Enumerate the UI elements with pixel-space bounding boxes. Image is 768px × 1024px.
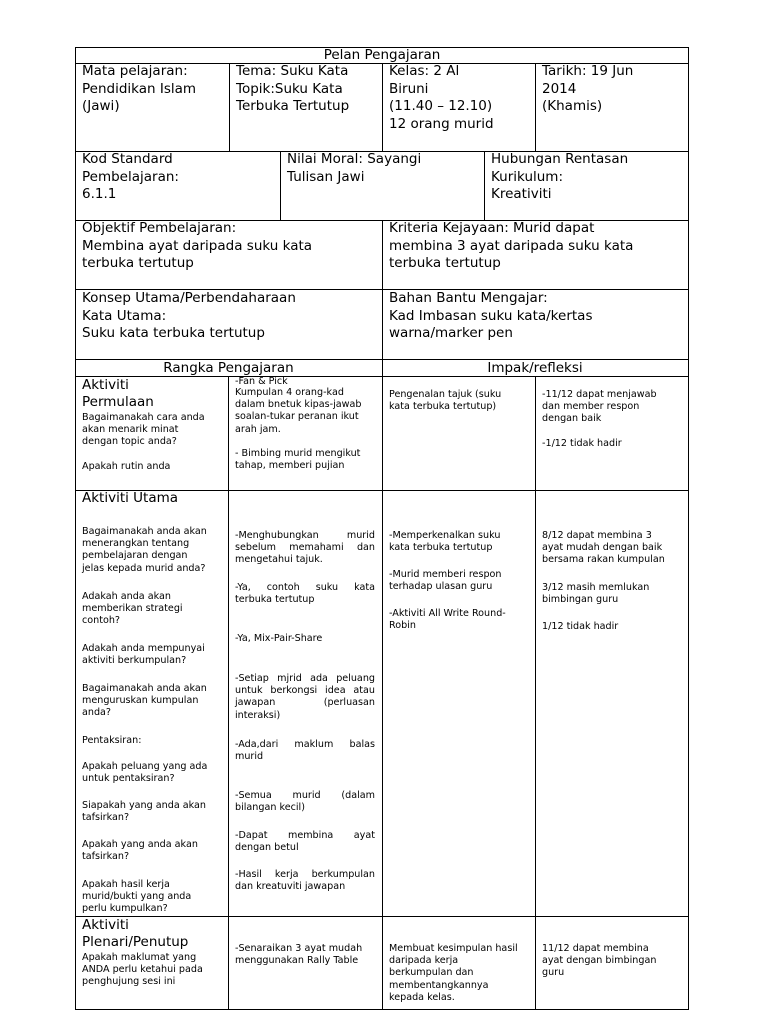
theme-cell: Tema: Suku Kata Topik:Suku Kata Terbuka Tertutup xyxy=(236,63,350,114)
impact-header: Impak/refleksi xyxy=(487,360,583,376)
utama-question-6: Apakah peluang yang ada untuk pentaksiran? xyxy=(82,761,208,785)
utama-impact-1: -Memperkenalkan suku kata terbuka tertutup xyxy=(389,530,501,554)
table-left-border xyxy=(75,47,76,1010)
utama-activity-5: -Ada,dari maklum balas murid xyxy=(235,739,375,763)
plenari-questions: Apakah maklumat yang ANDA perlu ketahui pada penghujung sesi ini xyxy=(82,952,203,988)
utama-reflection-1: 8/12 dapat membina 3 ayat mudah dengan baik bersama rakan kumpulan xyxy=(542,530,665,566)
row2-col-divider-2 xyxy=(484,151,485,221)
date-cell: Tarikh: 19 Jun 2014 (Khamis) xyxy=(542,63,634,114)
utama-activity-1: -Menghubungkan murid sebelum memahami dan mengetahui tajuk. xyxy=(235,530,375,566)
permulaan-questions: Bagaimanakah cara anda akan menarik minat dengan topic anda? Apakah rutin anda xyxy=(82,412,205,472)
cross-curricular-cell: Hubungan Rentasan Kurikulum: Kreativiti xyxy=(491,151,629,202)
moral-value-cell: Nilai Moral: Sayangi Tulisan Jawi xyxy=(287,151,422,185)
utama-activity-2: -Ya, contoh suku kata terbuka tertutup xyxy=(235,582,375,606)
permulaan-reflection: -11/12 dapat menjawab dan member respon dengan baik -1/12 tidak hadir xyxy=(542,389,657,449)
utama-question-7: Siapakah yang anda akan tafsirkan? xyxy=(82,800,206,824)
class-cell: Kelas: 2 Al Biruni (11.40 – 12.10) 12 orang murid xyxy=(389,63,494,132)
row1-col-divider-1 xyxy=(229,63,230,152)
utama-question-4: Bagaimanakah anda akan menguruskan kumpulan anda? xyxy=(82,683,207,719)
utama-reflection-2: 3/12 masih memlukan bimbingan guru xyxy=(542,582,650,606)
utama-activity-3: -Ya, Mix-Pair-Share xyxy=(235,633,323,644)
learning-objective-cell: Objektif Pembelajaran: Membina ayat daripada suku kata terbuka tertutup xyxy=(82,220,313,271)
permulaan-activities: Kumpulan 4 orang-kad dalam bnetuk kipas-jawab soalan-tukar peranan ikut arah jam. - Bimbing murid mengikut tahap, memberi pujian xyxy=(235,387,362,472)
permulaan-heading: Aktiviti Permulaan xyxy=(82,377,154,410)
plenari-activities: -Senaraikan 3 ayat mudah menggunakan Rally Table xyxy=(235,943,363,967)
impact-col-divider xyxy=(382,376,383,1010)
row1-col-divider-2 xyxy=(382,63,383,152)
framework-col-divider xyxy=(228,376,229,917)
plenari-heading: Aktiviti Plenari/Penutup xyxy=(82,917,189,950)
row2-col-divider-1 xyxy=(280,151,281,221)
utama-question-8: Apakah yang anda akan tafsirkan? xyxy=(82,839,198,863)
utama-question-9: Apakah hasil kerja murid/bukti yang anda perlu kumpulkan? xyxy=(82,879,192,915)
main-concept-cell: Konsep Utama/Perbendaharaan Kata Utama: Suku kata terbuka tertutup xyxy=(82,290,296,341)
utama-impact-2: -Murid memberi respon terhadap ulasan guru xyxy=(389,569,502,593)
utama-activity-8: -Hasil kerja berkumpulan dan kreatuviti jawapan xyxy=(235,869,375,893)
reflection-col-divider xyxy=(535,376,536,1010)
success-criteria-cell: Kriteria Kejayaan: Murid dapat membina 3 ayat daripada suku kata terbuka tertutup xyxy=(389,220,634,271)
utama-question-2: Adakah anda akan memberikan strategi contoh? xyxy=(82,591,183,627)
teaching-materials-cell: Bahan Bantu Mengajar: Kad Imbasan suku kata/kertas warna/marker pen xyxy=(389,290,593,341)
plenari-reflection: 11/12 dapat membina ayat dengan bimbingan guru xyxy=(542,943,657,979)
utama-heading: Aktiviti Utama xyxy=(82,490,179,506)
utama-activity-4: -Setiap mjrid ada peluang untuk berkongsi idea atau jawapan (perluasan interaksi) xyxy=(235,673,375,721)
permulaan-impact: Pengenalan tajuk (suku kata terbuka tertutup) xyxy=(389,389,502,413)
utama-question-5: Pentaksiran: xyxy=(82,735,142,746)
permulaan-activity-title: -Fan & Pick xyxy=(235,376,288,387)
plenari-impact: Membuat kesimpulan hasil daripada kerja berkumpulan dan membentangkannya kepada kelas. xyxy=(389,943,518,1003)
row1-col-divider-3 xyxy=(535,63,536,152)
page-title: Pelan Pengajaran xyxy=(323,47,441,63)
utama-reflection-3: 1/12 tidak hadir xyxy=(542,621,619,632)
utama-question-1: Bagaimanakah anda akan menerangkan tentang pembelajaran dengan jelas kepada murid anda? xyxy=(82,526,207,574)
framework-header: Rangka Pengajaran xyxy=(163,360,294,376)
utama-question-3: Adakah anda mempunyai aktiviti berkumpulan? xyxy=(82,643,205,667)
plenari-col-divider xyxy=(228,916,229,1010)
row34-col-divider xyxy=(382,220,383,377)
utama-activity-7: -Dapat membina ayat dengan betul xyxy=(235,830,375,854)
standard-code-cell: Kod Standard Pembelajaran: 6.1.1 xyxy=(82,151,179,202)
subject-cell: Mata pelajaran: Pendidikan Islam (Jawi) xyxy=(82,63,197,114)
utama-activity-6: -Semua murid (dalam bilangan kecil) xyxy=(235,790,375,814)
utama-impact-3: -Aktiviti All Write Round- Robin xyxy=(389,608,506,632)
table-right-border xyxy=(688,47,689,1010)
